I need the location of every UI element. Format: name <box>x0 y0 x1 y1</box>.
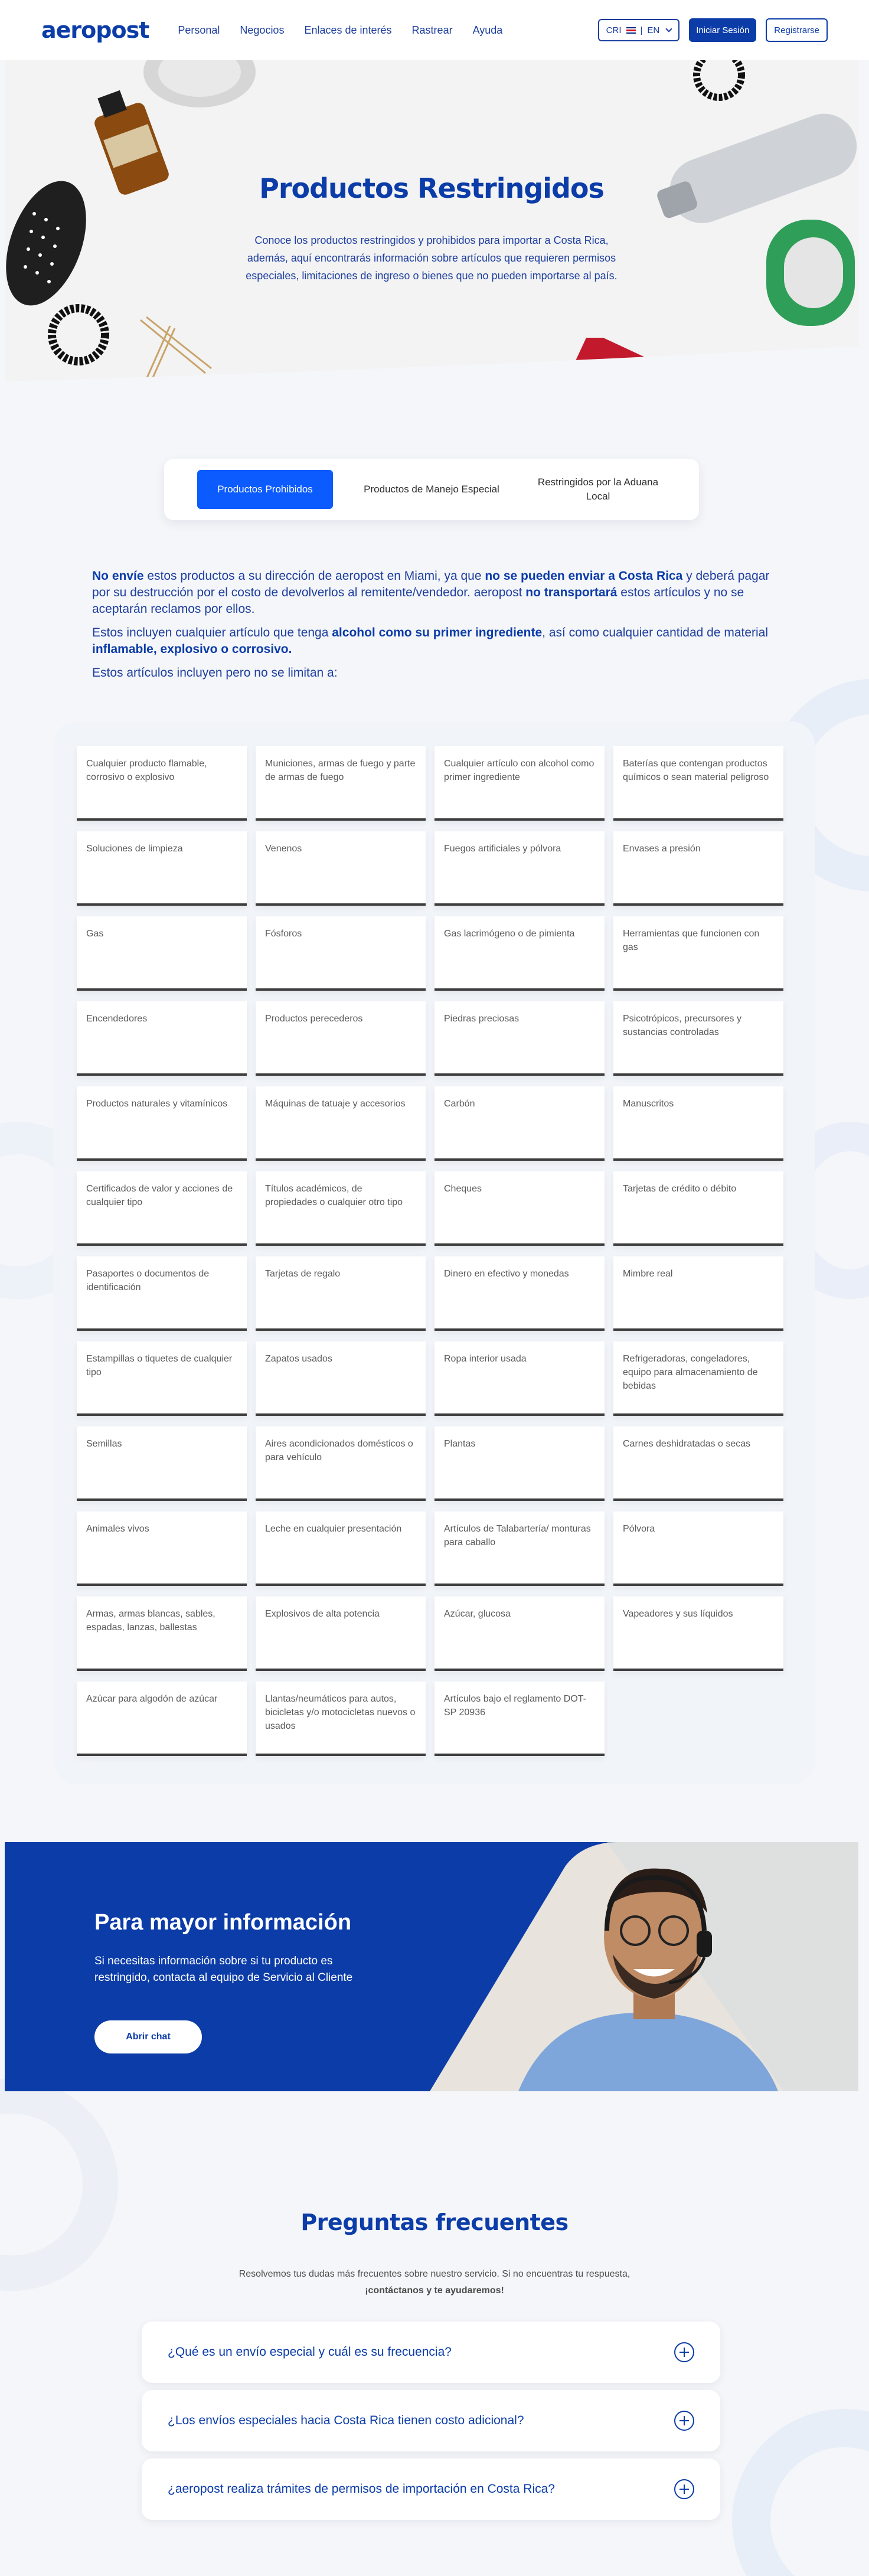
emphasis: no se pueden enviar a Costa Rica <box>485 569 683 583</box>
prohibited-item-card: Encendedores <box>77 1001 247 1076</box>
prohibited-item-card: Azúcar, glucosa <box>434 1596 605 1671</box>
prohibited-item-card: Envases a presión <box>613 831 783 906</box>
prohibited-item-card: Plantas <box>434 1426 605 1501</box>
separator: | <box>640 25 643 35</box>
prohibited-item-card: Títulos académicos, de propiedades o cualquier otro tipo <box>256 1171 426 1246</box>
spool-image <box>141 60 259 113</box>
deco-ring <box>732 2409 869 2576</box>
plus-circle-icon[interactable] <box>674 2411 694 2431</box>
faq-subtitle <box>0 2266 869 2299</box>
nav-actions <box>598 18 828 42</box>
login-button[interactable]: Iniciar Sesión <box>689 18 756 42</box>
prohibited-item-card: Carnes deshidratadas o secas <box>613 1426 783 1501</box>
contact-text: Si necesitas información sobre si tu producto es restringido, contacta al equipo de Servicio al Cliente <box>94 1955 353 1984</box>
plus-circle-icon[interactable] <box>674 2342 694 2362</box>
prohibited-item-card: Productos perecederos <box>256 1001 426 1076</box>
page-subtitle: Conoce los productos restringidos y prohibidos para importar a Costa Rica, además, aquí encontrarás información sobre artículos que requieren permisos especiales, limitaciones de ingreso o bienes que no pueden importarse al país. <box>246 234 618 282</box>
faq-list <box>142 2322 720 2527</box>
intro-paragraph <box>92 568 771 618</box>
prohibited-item-card: Dinero en efectivo y monedas <box>434 1256 605 1331</box>
prohibited-item-card: Zapatos usados <box>256 1341 426 1416</box>
text: y deberá pagar por su destrucción por el costo de devolverlos al remitente/vendedor. aeropost <box>92 569 770 599</box>
prohibited-item-card: Manuscritos <box>613 1086 783 1161</box>
text: estos productos a su dirección de aeropost en Miami, ya que <box>143 569 485 583</box>
faq-question: ¿Los envíos especiales hacia Costa Rica tienen costo adicional? <box>168 2414 524 2427</box>
emphasis: alcohol como su primer ingrediente <box>332 626 543 639</box>
main-nav <box>168 24 512 37</box>
prohibited-item-card: Carbón <box>434 1086 605 1161</box>
tab-manejo-especial[interactable]: Productos de Manejo Especial <box>364 484 499 495</box>
prohibited-item-card: Gas lacrimógeno o de pimienta <box>434 916 605 991</box>
nav-negocios[interactable]: Negocios <box>240 24 285 36</box>
emphasis: inflamable, explosivo o corrosivo. <box>92 642 292 656</box>
prohibited-item-card: Artículos bajo el reglamento DOT-SP 20936 <box>434 1682 605 1756</box>
emphasis: no transportará <box>525 586 618 599</box>
prohibited-item-card: Refrigeradoras, congeladores, equipo para almacenamiento de bebidas <box>613 1341 783 1416</box>
prohibited-item-card: Productos naturales y vitamínicos <box>77 1086 247 1161</box>
prohibited-item-card: Pólvora <box>613 1511 783 1586</box>
prohibited-item-card: Gas <box>77 916 247 991</box>
support-agent-photo <box>430 1842 858 2091</box>
prohibited-item-card: Aires acondicionados domésticos o para vehículo <box>256 1426 426 1501</box>
faq-item[interactable] <box>142 2322 720 2383</box>
prohibited-item-card: Pasaportes o documentos de identificación <box>77 1256 247 1331</box>
prohibited-item-card: Armas, armas blancas, sables, espadas, lanzas, ballestas <box>77 1596 247 1671</box>
prohibited-item-card: Tarjetas de crédito o débito <box>613 1171 783 1246</box>
prohibited-item-card: Psicotrópicos, precursores y sustancias controladas <box>613 1001 783 1076</box>
contact-title <box>94 1910 351 1935</box>
tab-restringidos-aduana[interactable]: Restringidos por la Aduana Local <box>537 476 659 502</box>
prohibited-item-card: Máquinas de tatuaje y accesorios <box>256 1086 426 1161</box>
intro-paragraph <box>92 625 771 658</box>
prohibited-item-card: Venenos <box>256 831 426 906</box>
faq-title: Preguntas frecuentes <box>300 2209 569 2235</box>
emphasis: información <box>223 1910 352 1935</box>
prohibited-item-card: Fuegos artificiales y pólvora <box>434 831 605 906</box>
faq-question: ¿Qué es un envío especial y cuál es su frecuencia? <box>168 2345 452 2359</box>
faq-item[interactable] <box>142 2459 720 2520</box>
category-tabs <box>164 459 699 520</box>
nav-rastrear[interactable]: Rastrear <box>411 24 453 36</box>
register-button[interactable]: Registrarse <box>766 18 828 42</box>
text: Resolvemos tus dudas más frecuentes sobre nuestro servicio. Si no encuentras tu respuesta, <box>239 2269 630 2279</box>
text: , así como cualquier cantidad de material <box>542 626 769 639</box>
prohibited-item-card: Cheques <box>434 1171 605 1246</box>
green-roller-image <box>743 214 858 344</box>
prohibited-item-card: Piedras preciosas <box>434 1001 605 1076</box>
intro-paragraph: Estos artículos incluyen pero no se limitan a: <box>92 666 338 680</box>
prohibited-item-card: Estampillas o tiquetes de cualquier tipo <box>77 1341 247 1416</box>
prohibited-item-card: Certificados de valor y acciones de cualquier tipo <box>77 1171 247 1246</box>
prohibited-item-card: Herramientas que funcionen con gas <box>613 916 783 991</box>
intro-text <box>92 568 771 688</box>
text: Para mayor <box>94 1910 223 1935</box>
prohibited-item-card: Tarjetas de regalo <box>256 1256 426 1331</box>
prohibited-item-card: Semillas <box>77 1426 247 1501</box>
nav-ayuda[interactable]: Ayuda <box>472 24 503 36</box>
hair-tie-image <box>684 60 754 102</box>
contact-banner <box>5 1842 858 2091</box>
prohibited-items-grid <box>77 746 785 1756</box>
prohibited-item-card: Fósforos <box>256 916 426 991</box>
hero-banner <box>5 60 858 414</box>
prohibited-item-card: Municiones, armas de fuego y parte de armas de fuego <box>256 746 426 821</box>
faq-item[interactable] <box>142 2390 720 2451</box>
emphasis: ¡contáctanos y te ayudaremos! <box>365 2286 504 2296</box>
prohibited-item-card: Artículos de Talabartería/ monturas para caballo <box>434 1511 605 1586</box>
prohibited-item-card: Leche en cualquier presentación <box>256 1511 426 1586</box>
aeropost-logo[interactable]: aeropost <box>41 17 149 43</box>
prohibited-item-card: Explosivos de alta potencia <box>256 1596 426 1671</box>
tab-productos-prohibidos[interactable]: Productos Prohibidos <box>197 470 333 509</box>
prohibited-item-card: Mimbre real <box>613 1256 783 1331</box>
costa-rica-flag-icon <box>626 27 636 34</box>
prohibited-item-card: Azúcar para algodón de azúcar <box>77 1682 247 1756</box>
prohibited-item-card: Cualquier artículo con alcohol como primer ingrediente <box>434 746 605 821</box>
chevron-down-icon <box>666 25 672 32</box>
top-navbar <box>0 0 869 60</box>
text: estos artículos y no se aceptarán reclamos por ellos. <box>92 586 744 616</box>
hero-curve <box>5 346 858 414</box>
faq-question: ¿aeropost realiza trámites de permisos de importación en Costa Rica? <box>168 2482 555 2496</box>
prohibited-item-card: Vapeadores y sus líquidos <box>613 1596 783 1671</box>
language-code: EN <box>647 25 660 35</box>
emphasis: No envíe <box>92 569 144 583</box>
text: Estos incluyen cualquier artículo que tenga <box>92 626 332 639</box>
prohibited-item-card: Baterías que contengan productos químicos o sean material peligroso <box>613 746 783 821</box>
deco-ring <box>0 2078 118 2291</box>
page-title: Productos Restringidos <box>259 172 604 204</box>
prohibited-item-card: Cualquier producto flamable, corrosivo o explosivo <box>77 746 247 821</box>
prohibited-item-card: Animales vivos <box>77 1511 247 1586</box>
nav-personal[interactable]: Personal <box>178 24 220 36</box>
prohibited-item-card: Ropa interior usada <box>434 1341 605 1416</box>
country-language-select[interactable] <box>598 19 680 41</box>
country-code: CRI <box>606 25 622 35</box>
plus-circle-icon[interactable] <box>674 2479 694 2499</box>
prohibited-item-card: Llantas/neumáticos para autos, bicicletas y/o motocicletas nuevos o usados <box>256 1682 426 1756</box>
nav-enlaces[interactable]: Enlaces de interés <box>304 24 392 36</box>
open-chat-button[interactable]: Abrir chat <box>94 2020 202 2053</box>
prohibited-item-card: Soluciones de limpieza <box>77 831 247 906</box>
